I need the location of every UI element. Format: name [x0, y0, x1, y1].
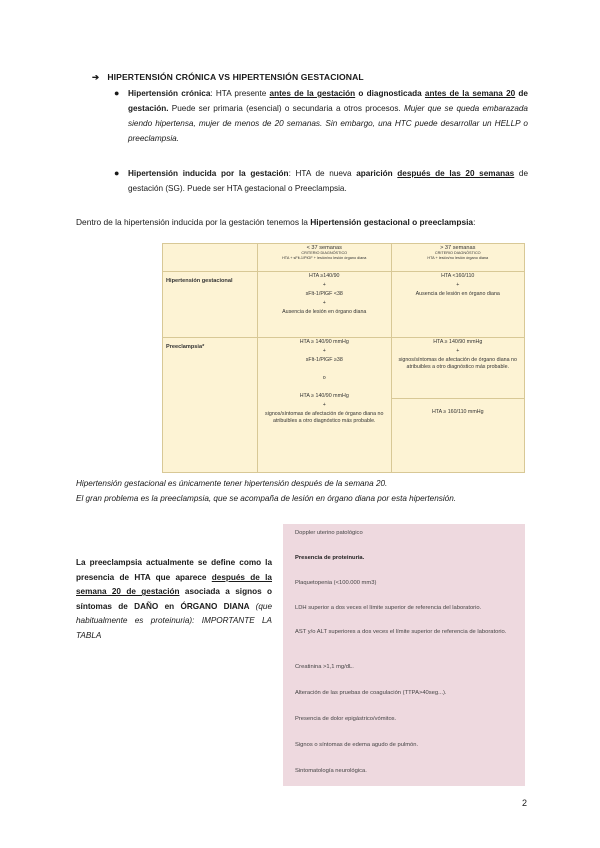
table-cell-line: HTA ≥ 160/110 mmHg: [431, 409, 484, 415]
bullet-induced-hypertension: [114, 166, 528, 196]
table-cell-line: Ausencia de lesión en órgano diana: [415, 291, 500, 297]
table-cell-line: signos/síntomas de afectación de órgano diana no atribuibles a otro diagnóstico más probable.: [398, 357, 517, 370]
criteria-item: Plaquetopenia (<100.000 mm3): [295, 580, 377, 586]
chronic-text-2: o diagnosticada: [355, 89, 425, 98]
table-cell-line: +: [322, 282, 326, 288]
table-cell-line: +: [322, 348, 326, 354]
table-cell-line: +: [322, 402, 326, 408]
intro-end: :: [473, 217, 476, 227]
table-cell-line: HTA <160/110: [441, 273, 475, 279]
definition-underline: después de la semana 20 de gestación: [76, 572, 272, 597]
cell-gestational-gt37: [391, 272, 525, 338]
diagnosis-table: [162, 243, 525, 473]
criteria-item: AST y/o ALT superiores a dos veces el límite superior de referencia de laboratorio.: [295, 629, 507, 635]
header-lt37-sub: CRITERIO DIAGNÓSTICO: [301, 251, 348, 255]
header-lt37-title: < 37 semanas: [306, 245, 342, 251]
cell-preeclampsia-gt37-b: [391, 399, 525, 473]
header-lt37-sub2: HTA + sFlt-1/PlGF + lesión/no lesión órgano diana: [282, 256, 367, 260]
section-heading-title: HIPERTENSIÓN CRÓNICA VS HIPERTENSIÓN GESTACIONAL: [107, 72, 364, 82]
induced-lead: Hipertensión inducida por la gestación: [128, 169, 289, 178]
chronic-underline-2: antes de la semana 20: [424, 89, 516, 98]
note-preeclampsia: El gran problema es la preeclampsia, que se acompaña de lesión en órgano diana por esta hipertensión.: [76, 494, 457, 503]
definition-text-1: La preeclampsia actualmente se define como la presencia de HTA que aparece: [76, 558, 272, 582]
table-cell-line: +: [456, 282, 460, 288]
table-cell-line: HTA ≥ 140/90 mmHg: [299, 393, 349, 399]
table-cell-line: signos/síntomas de afectación de órgano diana no atribuibles a otro diagnóstico más probable.: [265, 411, 384, 424]
page-number: 2: [522, 798, 528, 808]
intro-bold: Hipertensión gestacional o preeclampsia: [310, 217, 474, 227]
criteria-item: Presencia de proteinuria.: [295, 555, 365, 561]
criteria-item: Signos o síntomas de edema agudo de pulmón.: [295, 742, 419, 748]
chronic-underline-1: antes de la gestación: [269, 89, 356, 98]
chronic-lead: Hipertensión crónica: [128, 89, 211, 98]
intro-text: Dentro de la hipertensión inducida por la gestación tenemos la: [76, 217, 311, 227]
criteria-item: LDH superior a dos veces el límite superior de referencia del laboratorio.: [295, 605, 482, 611]
criteria-item: Sintomatología neurológica.: [295, 768, 367, 774]
table-header-gt37: [391, 244, 525, 272]
header-gt37-sub: CRITERIO DIAGNÓSTICO: [434, 251, 481, 255]
table-cell-line: [261, 384, 388, 391]
criteria-box: [283, 524, 525, 786]
table-cell-line: o: [322, 375, 326, 381]
induced-bold-1: aparición: [356, 169, 393, 178]
table-cell-line: HTA ≥140/90: [309, 273, 340, 279]
induced-underline-1: después de las 20 semanas: [397, 169, 515, 178]
table-cell-line: HTA ≥ 140/90 mmHg: [433, 339, 483, 345]
chronic-text-1: : HTA presente: [210, 89, 270, 98]
table-cell-line: HTA ≥ 140/90 mmHg: [299, 339, 349, 345]
cell-gestational-lt37: [258, 272, 392, 338]
header-gt37-title: > 37 semanas: [440, 245, 476, 251]
definition-italic: (que habitualmente es proteinuria): IMPORTANTE LA TABLA: [76, 601, 272, 640]
row-label-gestational: Hipertensión gestacional: [163, 272, 258, 338]
table-cell-line: +: [322, 300, 326, 306]
table-cell-line: Ausencia de lesión en órgano diana: [282, 309, 367, 315]
table-cell-line: +: [456, 348, 460, 354]
chronic-text-4: Puede ser primaria (esencial) o secundaria a otros procesos.: [168, 104, 404, 113]
table-header-lt37: [258, 244, 392, 272]
bullet-dot-icon: ●: [114, 168, 120, 178]
row-label-preeclampsia: Preeclampsia*: [163, 338, 258, 473]
arrow-icon: ➔: [92, 72, 100, 82]
table-corner: [163, 244, 258, 272]
bullet-chronic-hypertension: [114, 86, 528, 146]
intro-paragraph: [76, 215, 528, 230]
definition-text-2: asociada a signos o síntomas de DAÑO en ÓRGANO DIANA: [76, 587, 273, 611]
criteria-item: Doppler uterino patológico: [295, 530, 363, 536]
induced-text-1: : HTA de nueva: [288, 169, 357, 178]
header-gt37-sub2: HTA + lesión/no lesión órgano diana: [427, 256, 489, 260]
chronic-text-3: de gestación.: [128, 89, 528, 113]
chronic-italic: Mujer que se queda embarazada siendo hipertensa, mujer de menos de 20 semanas. Sin embargo, una HTC puede desarrollar un HELLP o preeclampsia.: [128, 104, 528, 143]
bullet-dot-icon: ●: [114, 88, 120, 98]
section-heading: [92, 72, 364, 83]
table-cell-line: sFlt-1/PlGF ≥38: [305, 357, 343, 363]
induced-text-3: de gestación (SG). Puede ser HTA gestacional o Preeclampsia.: [128, 169, 528, 193]
table-cell-line: sFlt-1/PlGF <38: [305, 291, 343, 297]
criteria-item: Alteración de las pruebas de coagulación (TTPA>40seg...).: [295, 690, 447, 696]
cell-preeclampsia-lt37: [258, 338, 392, 473]
cell-preeclampsia-gt37-a: [391, 338, 525, 399]
criteria-item: Presencia de dolor epigástrico/vómitos.: [295, 716, 397, 722]
note-gestational: Hipertensión gestacional es únicamente tener hipertensión después de la semana 20.: [76, 479, 388, 488]
criteria-item: Creatinina >1,1 mg/dL.: [295, 664, 354, 670]
table-cell-line: [261, 366, 388, 373]
preeclampsia-definition: [76, 556, 272, 644]
